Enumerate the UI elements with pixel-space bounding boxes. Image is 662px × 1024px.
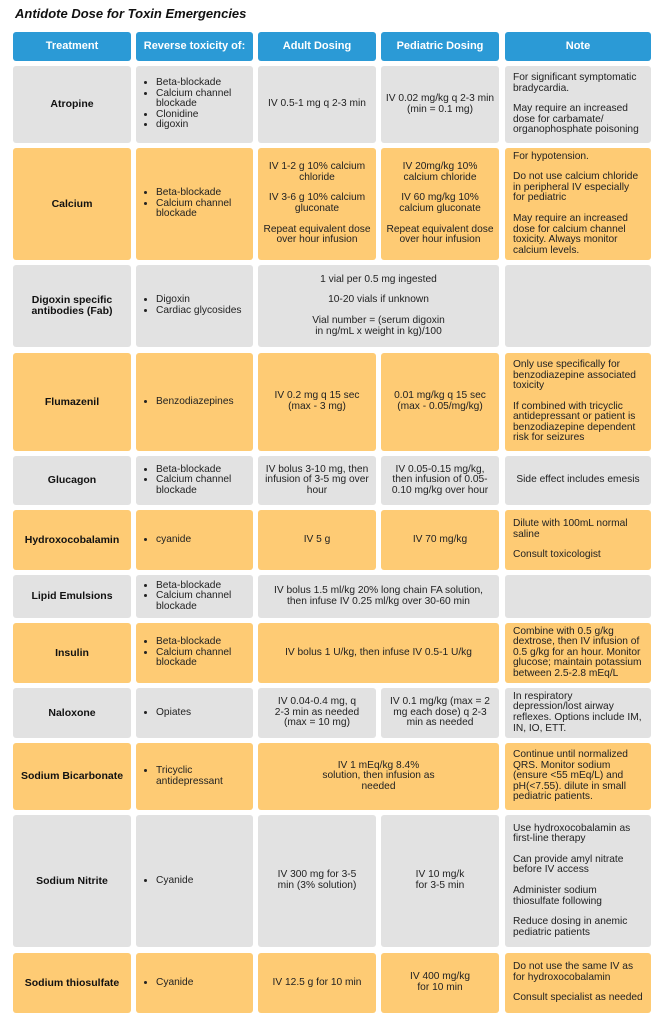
note-text: If combined with tricyclic antidepressant or patient is benzodiazepine dependent risk for seizures	[513, 400, 636, 444]
treatment-lipid-emulsions: Lipid Emulsions	[13, 575, 131, 618]
dose-text: IV 0.05-0.15 mg/kg, then infusion of 0.05-0.10 mg/kg over hour	[391, 463, 489, 496]
treatment-atropine: Atropine	[13, 66, 131, 143]
list-item: • Cyanide	[156, 876, 193, 887]
treatment-digoxin-fab: Digoxin specific antibodies (Fab)	[13, 265, 131, 347]
dose-text: IV 70 mg/kg	[412, 533, 468, 545]
list-item: • Beta-blockade	[156, 188, 253, 199]
reverse-toxicity-list	[136, 265, 253, 347]
list-item: • Calcium channel blockade	[156, 475, 253, 496]
note	[505, 953, 651, 1013]
list-item: • Calcium channel blockade	[156, 199, 253, 220]
dose-text: IV 0.5-1 mg q 2-3 min	[268, 98, 366, 110]
header-pediatric-dosing: Pediatric Dosing	[381, 32, 499, 61]
dose-text: IV 10 mg/k for 3-5 min	[415, 869, 465, 891]
list-item: • Benzodiazepines	[156, 397, 234, 408]
pediatric-dosing	[381, 66, 499, 143]
note	[505, 815, 651, 947]
note-text: Only use specifically for benzodiazepine associated toxicity	[513, 358, 636, 392]
adult-dosing	[258, 510, 376, 570]
reverse-toxicity-list	[136, 456, 253, 505]
dose-text: IV 60 mg/kg 10% calcium gluconate	[399, 192, 481, 214]
dose-text: Repeat equivalent dose over hour infusion	[386, 223, 494, 246]
reverse-toxicity-list	[136, 66, 253, 143]
header-adult-dosing: Adult Dosing	[258, 32, 376, 61]
header-note: Note	[505, 32, 651, 61]
reverse-toxicity-list	[136, 510, 253, 570]
note-text: Use hydroxocobalamin as first-line therapy	[513, 822, 631, 845]
list-item: • Cardiac glycosides	[156, 306, 242, 317]
reverse-toxicity-list	[136, 353, 253, 451]
note	[505, 148, 651, 260]
pediatric-dosing	[381, 353, 499, 451]
pediatric-dosing	[381, 510, 499, 570]
list-item: • Beta-blockade	[156, 637, 253, 648]
note-text: May require an increased dose for carbamate/ organophosphate poisoning	[513, 103, 639, 136]
pediatric-dosing	[381, 688, 499, 738]
note	[505, 575, 651, 618]
treatment-sodium-nitrite: Sodium Nitrite	[13, 815, 131, 947]
dose-text: IV 12.5 g for 10 min	[272, 976, 362, 988]
dose-text: IV bolus 3-10 mg, then infusion of 3-5 mg over hour	[265, 463, 369, 496]
dose-text: IV 1-2 g 10% calcium chloride	[268, 161, 366, 183]
treatment-hydroxocobalamin: Hydroxocobalamin	[13, 510, 131, 570]
note-text: For significant symptomatic bradycardia.	[513, 72, 637, 94]
dose-text: 10-20 vials if unknown	[328, 294, 429, 306]
reverse-toxicity-list	[136, 575, 253, 618]
dose-text: IV 400 mg/kg for 10 min	[409, 971, 471, 993]
adult-dosing	[258, 688, 376, 738]
reverse-toxicity-list	[136, 815, 253, 947]
combined-dosing	[258, 265, 499, 347]
treatment-sodium-thiosulfate: Sodium thiosulfate	[13, 953, 131, 1013]
reverse-toxicity-list	[136, 148, 253, 260]
note-text: Do not use calcium chloride in peripheral IV especially for pediatric	[513, 171, 639, 204]
dose-text: 1 vial per 0.5 mg ingested	[320, 273, 437, 285]
note-text: Continue until normalized QRS. Monitor sodium (ensure <55 mEq/L) and pH(<7.55). dilute in small pediatric patients.	[513, 749, 628, 803]
list-item: • Beta-blockade	[156, 78, 253, 89]
treatment-calcium: Calcium	[13, 148, 131, 260]
dose-text: IV 20mg/kg 10% calcium chloride	[402, 161, 478, 183]
list-item: • Calcium channel blockade	[156, 648, 253, 669]
list-item: • digoxin	[156, 120, 253, 131]
dose-text: IV 5 g	[303, 533, 331, 545]
list-item: • Digoxin	[156, 295, 242, 306]
note-text: Reduce dosing in anemic pediatric patients	[513, 916, 628, 938]
dose-text: IV bolus 1 U/kg, then infuse IV 0.5-1 U/kg	[285, 646, 472, 658]
note-text: Do not use the same IV as for hydroxocobalamin	[513, 961, 634, 983]
treatment-naloxone: Naloxone	[13, 688, 131, 738]
reverse-toxicity-list	[136, 623, 253, 683]
pediatric-dosing	[381, 815, 499, 947]
header-reverse-toxicity: Reverse toxicity of:	[136, 32, 253, 61]
note	[505, 265, 651, 347]
note-text: Combine with 0.5 g/kg dextrose, then IV infusion of 0.5 g/kg for an hour. Monitor glucose; maintain potassium between 2.5-2.8 mEq/L	[513, 625, 642, 679]
adult-dosing	[258, 148, 376, 260]
note-text: Consult specialist as needed	[513, 992, 643, 1004]
dose-text: IV 300 mg for 3-5 min (3% solution)	[277, 869, 357, 891]
combined-dosing	[258, 575, 499, 618]
note	[505, 456, 651, 505]
list-item: • Clonidine	[156, 110, 253, 121]
note	[505, 510, 651, 570]
dose-text: IV 0.2 mg q 15 sec (max - 3 mg)	[274, 390, 360, 412]
note	[505, 66, 651, 143]
treatment-insulin: Insulin	[13, 623, 131, 683]
list-item: • Calcium channel blockade	[156, 89, 253, 110]
dose-text: 0.01 mg/kg q 15 sec (max - 0.05/mg/kg)	[394, 390, 486, 412]
pediatric-dosing	[381, 953, 499, 1013]
dose-text: IV bolus 1.5 ml/kg 20% long chain FA solution, then infuse IV 0.25 ml/kg over 30-60 min	[274, 584, 483, 607]
header-treatment: Treatment	[13, 32, 131, 61]
note-text: Administer sodium thiosulfate following	[513, 885, 602, 907]
adult-dosing	[258, 66, 376, 143]
note-text: Can provide amyl nitrate before IV access	[513, 853, 624, 876]
note-text: May require an increased dose for calcium channel toxicity. Always monitor calcium levels.	[513, 213, 628, 256]
adult-dosing	[258, 815, 376, 947]
note-text: Side effect includes emesis	[516, 474, 640, 486]
note-text: Dilute with 100mL normal saline	[513, 518, 628, 540]
note-text: In respiratory depression/lost airway reflexes. Options include IM, IN, IO, ETT.	[513, 690, 642, 734]
dose-text: IV 0.02 mg/kg q 2-3 min (min = 0.1 mg)	[385, 92, 495, 115]
list-item: • Beta-blockade	[156, 581, 253, 592]
note-text: Consult toxicologist	[513, 549, 601, 561]
note	[505, 688, 651, 738]
combined-dosing	[258, 623, 499, 683]
list-item: • Opiates	[156, 708, 191, 719]
dose-text: Repeat equivalent dose over hour infusion	[263, 223, 371, 246]
list-item: • Beta-blockade	[156, 465, 253, 476]
note	[505, 623, 651, 683]
combined-dosing	[258, 743, 499, 810]
adult-dosing	[258, 353, 376, 451]
pediatric-dosing	[381, 456, 499, 505]
treatment-flumazenil: Flumazenil	[13, 353, 131, 451]
reverse-toxicity-list	[136, 688, 253, 738]
dose-text: IV 1 mEq/kg 8.4% solution, then infusion as needed	[322, 759, 435, 792]
note	[505, 743, 651, 810]
note	[505, 353, 651, 451]
dose-text: IV 3-6 g 10% calcium gluconate	[268, 192, 366, 214]
dose-text: IV 0.04-0.4 mg, q 2-3 min as needed (max = 10 mg)	[274, 696, 360, 729]
adult-dosing	[258, 953, 376, 1013]
dose-text: Vial number = (serum digoxin in ng/mL x weight in kg)/100	[312, 315, 445, 337]
list-item: • Cyanide	[156, 978, 193, 989]
treatment-sodium-bicarbonate: Sodium Bicarbonate	[13, 743, 131, 810]
reverse-toxicity-list	[136, 953, 253, 1013]
list-item: • Tricyclic antidepressant	[156, 766, 253, 787]
list-item: • Calcium channel blockade	[156, 591, 253, 612]
pediatric-dosing	[381, 148, 499, 260]
note-text: For hypotension.	[513, 150, 589, 162]
list-item: • cyanide	[156, 535, 191, 546]
reverse-toxicity-list	[136, 743, 253, 810]
treatment-glucagon: Glucagon	[13, 456, 131, 505]
adult-dosing	[258, 456, 376, 505]
dose-text: IV 0.1 mg/kg (max = 2 mg each dose) q 2-3 min as needed	[390, 696, 490, 729]
page-title: Antidote Dose for Toxin Emergencies	[15, 6, 247, 21]
